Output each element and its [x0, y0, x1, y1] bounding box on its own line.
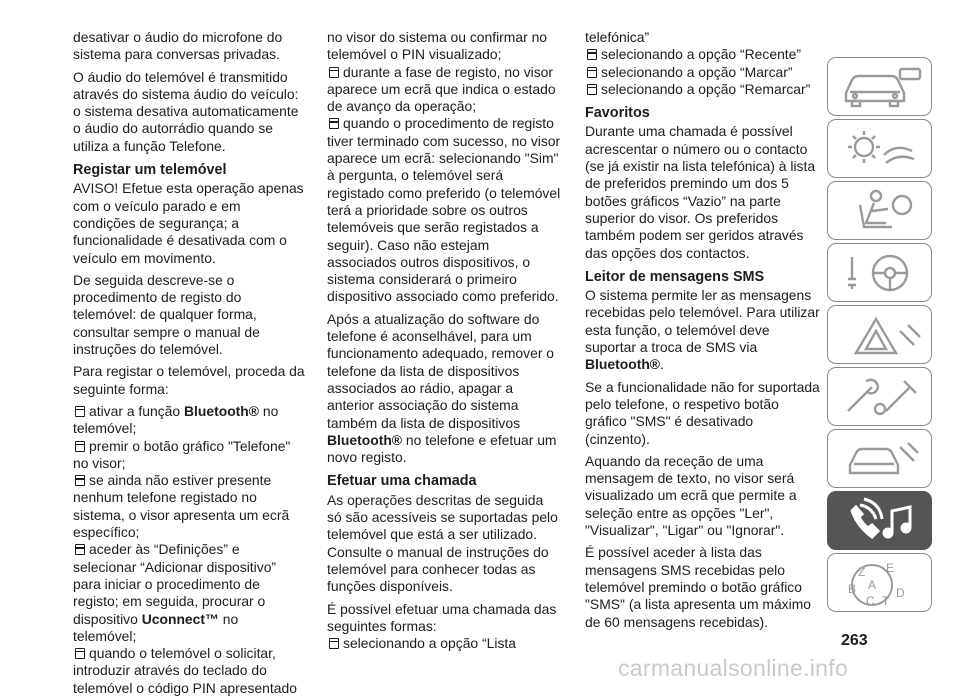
bullet-icon: [587, 49, 597, 60]
section-heading: Leitor de mensagens SMS: [585, 268, 765, 285]
breakdown-triangle-icon[interactable]: [827, 305, 932, 364]
paragraph: É possível aceder à lista das mensagens SMS recebidas pelo telemóvel premindo o botão gráfico "SMS" (a lista apresenta um máximo de 60 mensagens recebidas).: [585, 544, 812, 630]
list-item: aceder às “Definições” e selecionar “Adicionar dispositivo” para iniciar o procedimento de registo; em seguida, procurar o dispositivo Uconnect™ no telemóvel;: [73, 541, 277, 644]
watermark: carmanualsonline.info: [618, 655, 849, 681]
bullet-icon: [75, 406, 85, 417]
bullet-icon: [75, 544, 85, 555]
paragraph: O áudio do telemóvel é transmitido através do sistema áudio do veículo: o sistema desativa automaticamente o áudio do autorrádio quando se utiliza a função Telefone.: [73, 68, 299, 154]
index-letter: T: [882, 594, 890, 607]
paragraph: desativar o áudio do microfone do sistema para conversas privadas.: [73, 29, 283, 63]
bullet-icon: [587, 84, 597, 95]
car-dashboard-icon[interactable]: [827, 57, 932, 116]
section-heading: Registar um telemóvel: [73, 162, 227, 179]
list-item: selecionando a opção “Recente”: [585, 46, 821, 63]
bullet-icon: [75, 475, 85, 486]
paragraph: Para registar o telemóvel, proceda da seguinte forma:: [73, 363, 305, 397]
section-heading: Favoritos: [585, 105, 650, 122]
list-item: durante a fase de registo, no visor aparece um ecrã que indica o estado de avanço da operação;: [327, 63, 556, 115]
car-service-icon[interactable]: [827, 429, 932, 488]
paragraph: É possível efetuar uma chamada das seguintes formas:: [327, 600, 557, 634]
list-item: selecionando a opção “Lista: [327, 635, 561, 652]
list-item: se ainda não estiver presente nenhum telefone registado no sistema, o visor apresenta um ecrã específico;: [73, 472, 290, 541]
paragraph: AVISO! Efetue esta operação apenas com o veículo parado e em condições de segurança; a funcionalidade é desativada com o veículo em movimento.: [73, 180, 304, 266]
alphabet-index-icon[interactable]: [827, 553, 932, 612]
paragraph: Durante uma chamada é possível acrescentar o número ou o contacto (se já existir na lista telefónica) à lista de preferidos premindo um dos 5 botões gráficos “Vazio” na parte superior do visor. Os preferidos também podem ser geridos através das opções dos contactos.: [585, 123, 816, 261]
list-item: quando o telemóvel o solicitar, introduzir através do teclado do telemóvel o código PIN apresentado: [73, 645, 297, 696]
bullet-icon: [329, 118, 339, 129]
paragraph: telefónica”: [585, 29, 650, 45]
index-letter: E: [886, 561, 895, 575]
list-item: premir o botão gráfico "Telefone" no visor;: [73, 437, 291, 471]
text-column-2: [327, 29, 561, 652]
section-heading: Efetuar uma chamada: [327, 473, 477, 490]
index-letter: D: [896, 586, 905, 600]
paragraph: De seguida descreve-se o procedimento de registo do telemóvel: de qualquer forma, consultar sempre o manual de instruções do telemóvel.: [73, 271, 260, 358]
airbag-seat-icon[interactable]: [827, 181, 932, 240]
bullet-icon: [75, 441, 85, 452]
bullet-icon: [587, 67, 597, 78]
paragraph: Aquando da receção de uma mensagem de texto, no visor será visualizado um ecrã que permite a seleção entre as opções "Ler", "Visualizar", "Ligar" ou "Ignorar".: [585, 452, 797, 539]
service-wrench-icon[interactable]: [827, 367, 932, 426]
list-item: ativar a função Bluetooth® no telemóvel;: [73, 402, 279, 437]
paragraph: As operações descritas de seguida só são acessíveis se suportadas pelo telemóvel que está a ser utilizado. Consulte o manual de instruções do telemóvel para conhecer todas as funções disponíveis.: [327, 491, 558, 595]
paragraph: Após a atualização do software do telefone é aconselhável, para um funcionamento adequado, remover o telefone da lista de dispositivos associados ao rádio, apagar a anterior associação do sistema também da lista de dispositivos Bluetooth® no telefone e efetuar um novo registo.: [327, 310, 557, 466]
index-letter: A: [868, 578, 877, 592]
paragraph: Se a funcionalidade não for suportada pelo telefone, o respetivo botão gráfico "SMS" é desativado (cinzento).: [585, 378, 820, 447]
index-letter: B: [848, 582, 857, 596]
index-letter: Z: [858, 565, 866, 579]
steering-key-icon[interactable]: [827, 243, 932, 302]
list-item: quando o procedimento de registo tiver terminado com sucesso, no visor aparece um ecrã: selecionando "Sim" à pergunta, o telemóvel será registado como preferido (o telemóvel terá a prioridade sobre os outros telemóveis que serão registados a seguir). Caso não estejam associados outros dispositivos, o sistema considerará o primeiro dispositivo associado como preferido.: [327, 115, 561, 305]
paragraph: no visor do sistema ou confirmar no telemóvel o PIN visualizado;: [327, 29, 548, 63]
multimedia-phone-music-icon[interactable]: [827, 491, 932, 550]
paragraph: O sistema permite ler as mensagens recebidas pelo telemóvel. Para utilizar esta função, o telemóvel deve suportar a troca de SMS via Bluetooth®.: [585, 287, 820, 373]
text-column-1: [73, 29, 305, 697]
text-column-3: [585, 29, 821, 636]
bullet-icon: [329, 67, 339, 78]
bullet-icon: [75, 648, 85, 659]
page-number: 263: [841, 632, 868, 649]
bullet-icon: [329, 638, 339, 649]
list-item: selecionando a opção “Remarcar”: [585, 81, 821, 98]
index-letter: C: [866, 594, 875, 607]
list-item: selecionando a opção “Marcar”: [585, 64, 821, 81]
warning-lights-icon[interactable]: [827, 119, 932, 178]
chapter-sidebar: [827, 57, 933, 616]
